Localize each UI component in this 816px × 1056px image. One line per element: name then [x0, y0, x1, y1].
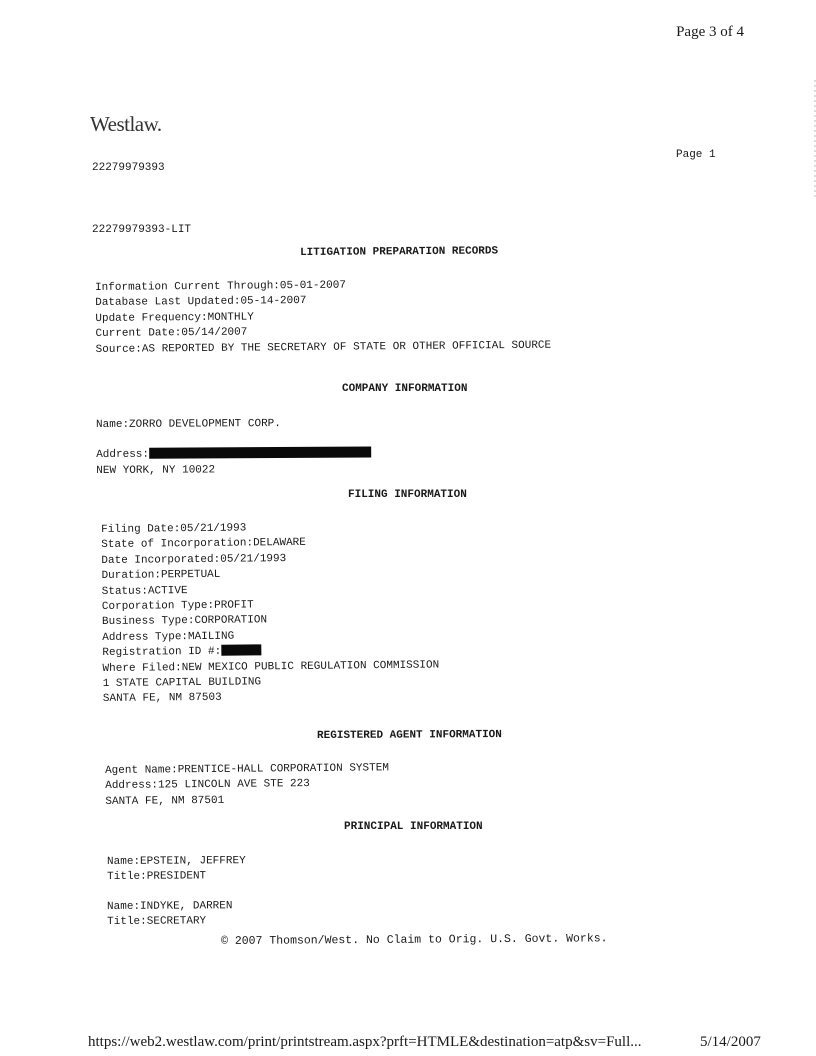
company-city: NEW YORK, NY 10022 [96, 464, 216, 477]
westlaw-logo: Westlaw. [90, 112, 162, 136]
principal-1 [107, 854, 246, 886]
database-meta [95, 277, 551, 358]
document-title: LITIGATION PREPARATION RECORDS [300, 245, 499, 259]
filing-line: Status:ACTIVE [101, 584, 188, 598]
filing-line: Date Incorporated:05/21/1993 [101, 552, 287, 567]
document-number: 22279979393 [92, 162, 165, 174]
company-info [96, 417, 371, 480]
redaction-bar [149, 447, 371, 459]
agent-line: Agent Name:PRENTICE-HALL CORPORATION SYSTEM [105, 762, 389, 777]
principal-2 [107, 899, 233, 931]
principal-heading: PRINCIPAL INFORMATION [344, 821, 483, 833]
print-url: https://web2.westlaw.com/print/printstream.aspx?prft=HTMLE&destination=atp&sv=Full... [88, 1034, 642, 1050]
litigation-number: 22279979393-LIT [92, 224, 192, 236]
filing-line: Corporation Type:PROFIT [101, 599, 254, 614]
filing-line: Duration:PERPETUAL [101, 568, 221, 583]
meta-line: Database Last Updated:05-14-2007 [95, 295, 307, 310]
filing-line: Filing Date:05/21/1993 [101, 522, 247, 536]
filing-line: SANTA FE, NM 87503 [102, 692, 222, 706]
filing-line: State of Incorporation:DELAWARE [101, 537, 306, 552]
principal-name: Name:EPSTEIN, JEFFREY [107, 855, 246, 868]
copyright-notice: © 2007 Thomson/West. No Claim to Orig. U.S. Govt. Works. [221, 932, 608, 948]
filing-line: Business Type:CORPORATION [101, 614, 268, 629]
meta-line: Information Current Through:05-01-2007 [95, 279, 346, 294]
page-label: Page 1 [676, 149, 716, 161]
agent-line: Address:125 LINCOLN AVE STE 223 [105, 778, 310, 793]
filing-line: Where Filed:NEW MEXICO PUBLIC REGULATION COMMISSION [102, 659, 440, 675]
filing-heading: FILING INFORMATION [348, 489, 467, 501]
principal-name: Name:INDYKE, DARREN [107, 900, 233, 913]
filing-line: 1 STATE CAPITAL BUILDING [102, 676, 262, 691]
agent-heading: REGISTERED AGENT INFORMATION [317, 729, 502, 742]
company-name: Name:ZORRO DEVELOPMENT CORP. [96, 418, 281, 431]
filing-info [101, 519, 440, 707]
page-of-label: Page 3 of 4 [676, 24, 744, 40]
company-address-line: Address: [96, 447, 371, 464]
meta-line: Current Date:05/14/2007 [95, 326, 248, 341]
agent-info [105, 761, 389, 810]
filing-line: Address Type:MAILING [102, 630, 235, 644]
meta-line: Source:AS REPORTED BY THE SECRETARY OF STATE OR OTHER OFFICIAL SOURCE [95, 339, 552, 356]
agent-line: SANTA FE, NM 87501 [105, 794, 225, 808]
registration-id-line: Registration ID #: [102, 643, 439, 662]
print-date: 5/14/2007 [700, 1034, 761, 1050]
principal-title: Title:PRESIDENT [107, 870, 207, 884]
meta-line: Update Frequency:MONTHLY [95, 311, 254, 325]
redaction-bar [221, 645, 261, 656]
company-heading: COMPANY INFORMATION [342, 383, 468, 395]
principal-title: Title:SECRETARY [107, 915, 207, 929]
